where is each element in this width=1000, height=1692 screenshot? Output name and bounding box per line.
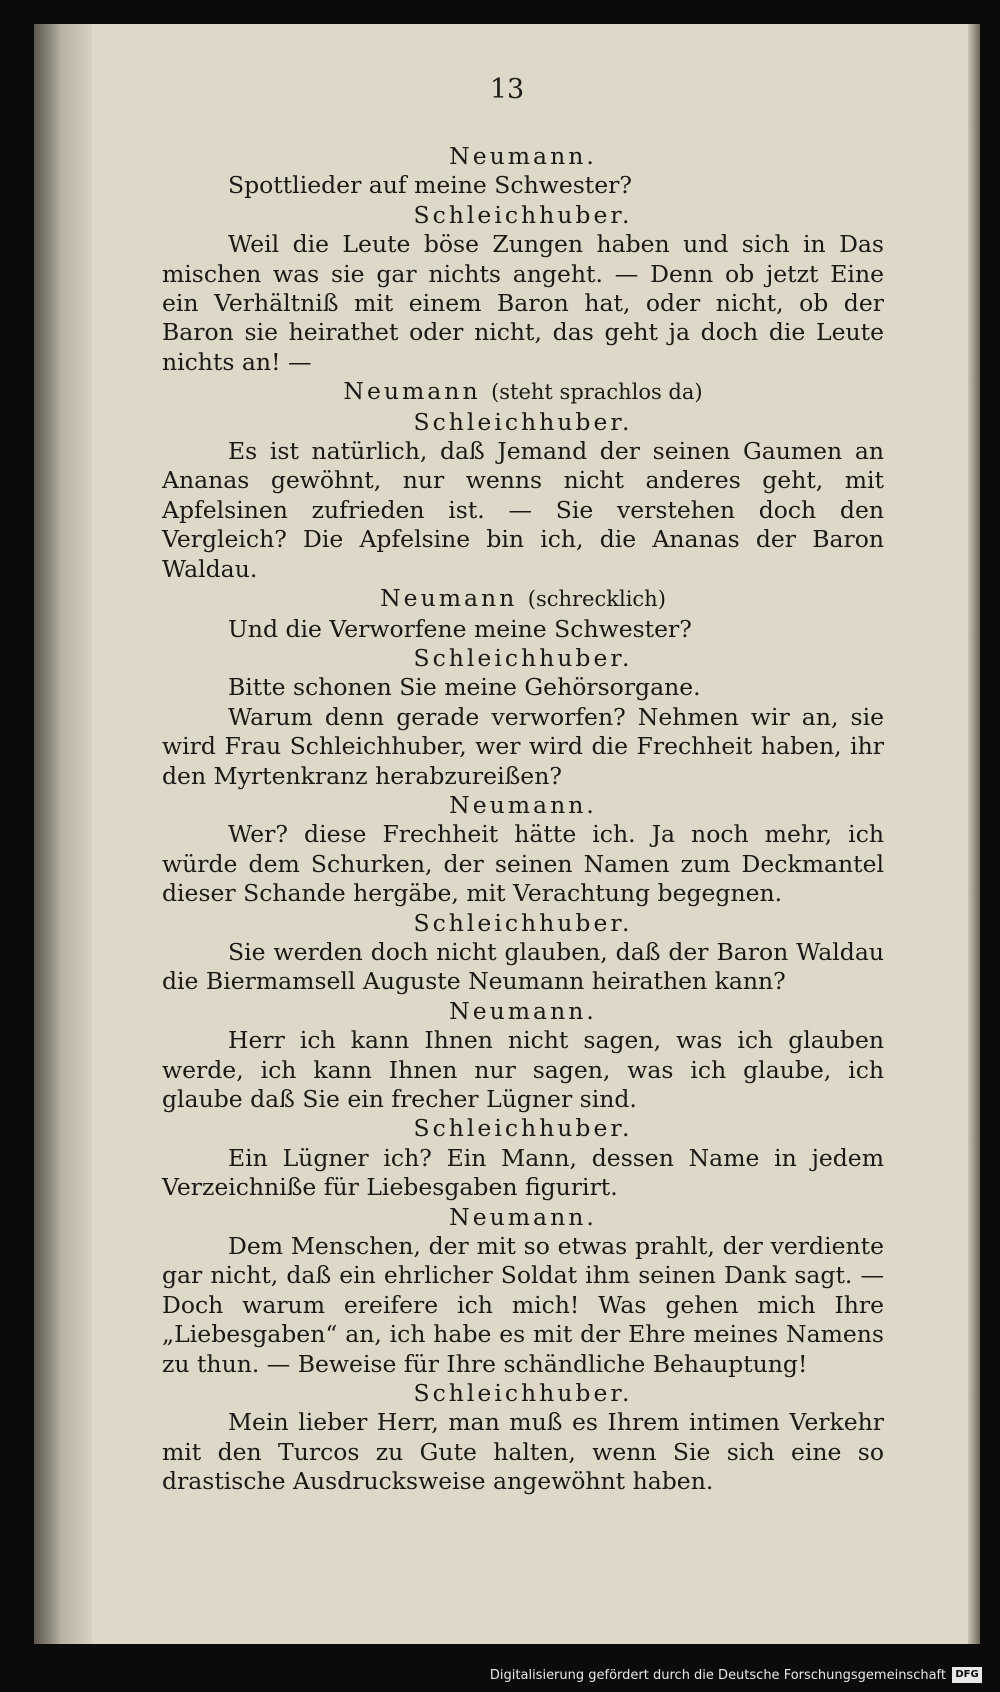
speaker-label: Schleichhuber. [413, 407, 633, 436]
dialogue-paragraph: Wer? diese Frechheit hätte ich. Ja noch mehr, ich würde dem Schurken, der seinen Namen zum Deckmantel dieser Schande hergäbe, mit Verachtung begegnen. [162, 820, 884, 908]
dialogue-paragraph: Weil die Leute böse Zungen haben und sich in Das mischen was sie gar nichts angeht. — Denn ob jetzt Eine ein Verhältniß mit einem Baron hat, oder nicht, ob der Baron sie heirathet oder nicht, das geht ja doch die Leute nichts an! — [162, 230, 884, 376]
dialogue-paragraph: Es ist natürlich, daß Jemand der seinen Gaumen an Ananas gewöhnt, nur wenns nicht anderes geht, mit Apfelsinen zufrieden ist. — Sie verstehen doch den Vergleich? Die Apfelsine bin ich, die Ananas der Baron Waldau. [162, 437, 884, 583]
speaker-label: Neumann. [449, 142, 597, 170]
speaker-label: Schleichhuber. [413, 200, 633, 229]
dialogue-paragraph: Sie werden doch nicht glauben, daß der Baron Waldau die Biermamsell Auguste Neumann heirathen kann? [162, 937, 884, 996]
speaker-name [162, 142, 884, 171]
speaker-name [162, 791, 884, 820]
scanned-page-frame [34, 24, 980, 1644]
dialogue-paragraph: Ein Lügner ich? Ein Mann, dessen Name in jedem Verzeichniße für Liebesgaben figurirt. [162, 1143, 884, 1202]
speaker-label: Neumann. [449, 790, 597, 819]
speaker-name [162, 408, 884, 437]
page-number: 13 [489, 74, 525, 105]
speaker-name [162, 201, 884, 230]
dialogue-paragraph: Mein lieber Herr, man muß es Ihrem intimen Verkehr mit den Turcos zu Gute halten, wenn Sie sich eine so drastische Ausdrucksweise angewöhnt haben. [162, 1408, 884, 1496]
binding-gutter [34, 24, 62, 1644]
dialogue-paragraph: Herr ich kann Ihnen nicht sagen, was ich glauben werde, ich kann Ihnen nur sagen, was ich glaube, ich glaube daß Sie ein frecher Lügner sind. [162, 1026, 884, 1113]
dialogue-paragraph: Warum denn gerade verworfen? Nehmen wir an, sie wird Frau Schleichhuber, wer wird die Frechheit haben, ihr den Myrtenkranz herabzureißen? [162, 702, 884, 790]
speaker-name [162, 909, 884, 938]
speaker-name [162, 1114, 884, 1143]
book-page [34, 24, 980, 1644]
speaker-label: Neumann. [449, 996, 597, 1025]
speaker-name [162, 584, 884, 614]
speaker-name [162, 997, 884, 1026]
speaker-label: Neumann [380, 584, 518, 613]
funding-note: Digitalisierung gefördert durch die Deutsche Forschungsgemeinschaft [489, 1667, 946, 1683]
speaker-label: Schleichhuber. [413, 1379, 633, 1408]
footer [490, 1664, 982, 1686]
speaker-label: Neumann. [449, 1202, 597, 1231]
dialogue-paragraph: Bitte schonen Sie meine Gehörsorgane. [228, 673, 701, 702]
dialogue-paragraph: Dem Menschen, der mit so etwas prahlt, der verdiente gar nicht, daß ein ehrlicher Soldat ihm seinen Dank sagt. — Doch warum ereifere ich mich! Was gehen mich Ihre „Liebesgaben“ an, ich habe es mit der Ehre meines Namens zu thun. — Beweise für Ihre schändliche Behauptung! [162, 1232, 884, 1378]
speaker-label: Neumann [343, 377, 481, 406]
speaker-name [162, 1203, 884, 1232]
dialogue-paragraph: Spottlieder auf meine Schwester? [228, 171, 632, 200]
binding-shadow [62, 24, 92, 1644]
speaker-name [162, 644, 884, 673]
dfg-logo: DFG [952, 1667, 982, 1683]
speaker-label: Schleichhuber. [413, 908, 633, 937]
speaker-name [162, 1379, 884, 1408]
play-text [162, 142, 884, 1497]
speaker-label: Schleichhuber. [413, 643, 633, 672]
speaker-label: Schleichhuber. [413, 1114, 633, 1143]
dialogue-paragraph: Und die Verworfene meine Schwester? [228, 614, 692, 643]
stage-direction: (steht sprachlos da) [491, 380, 703, 405]
speaker-name [162, 377, 884, 407]
stage-direction: (schrecklich) [527, 587, 666, 612]
page-edge [968, 24, 980, 1644]
